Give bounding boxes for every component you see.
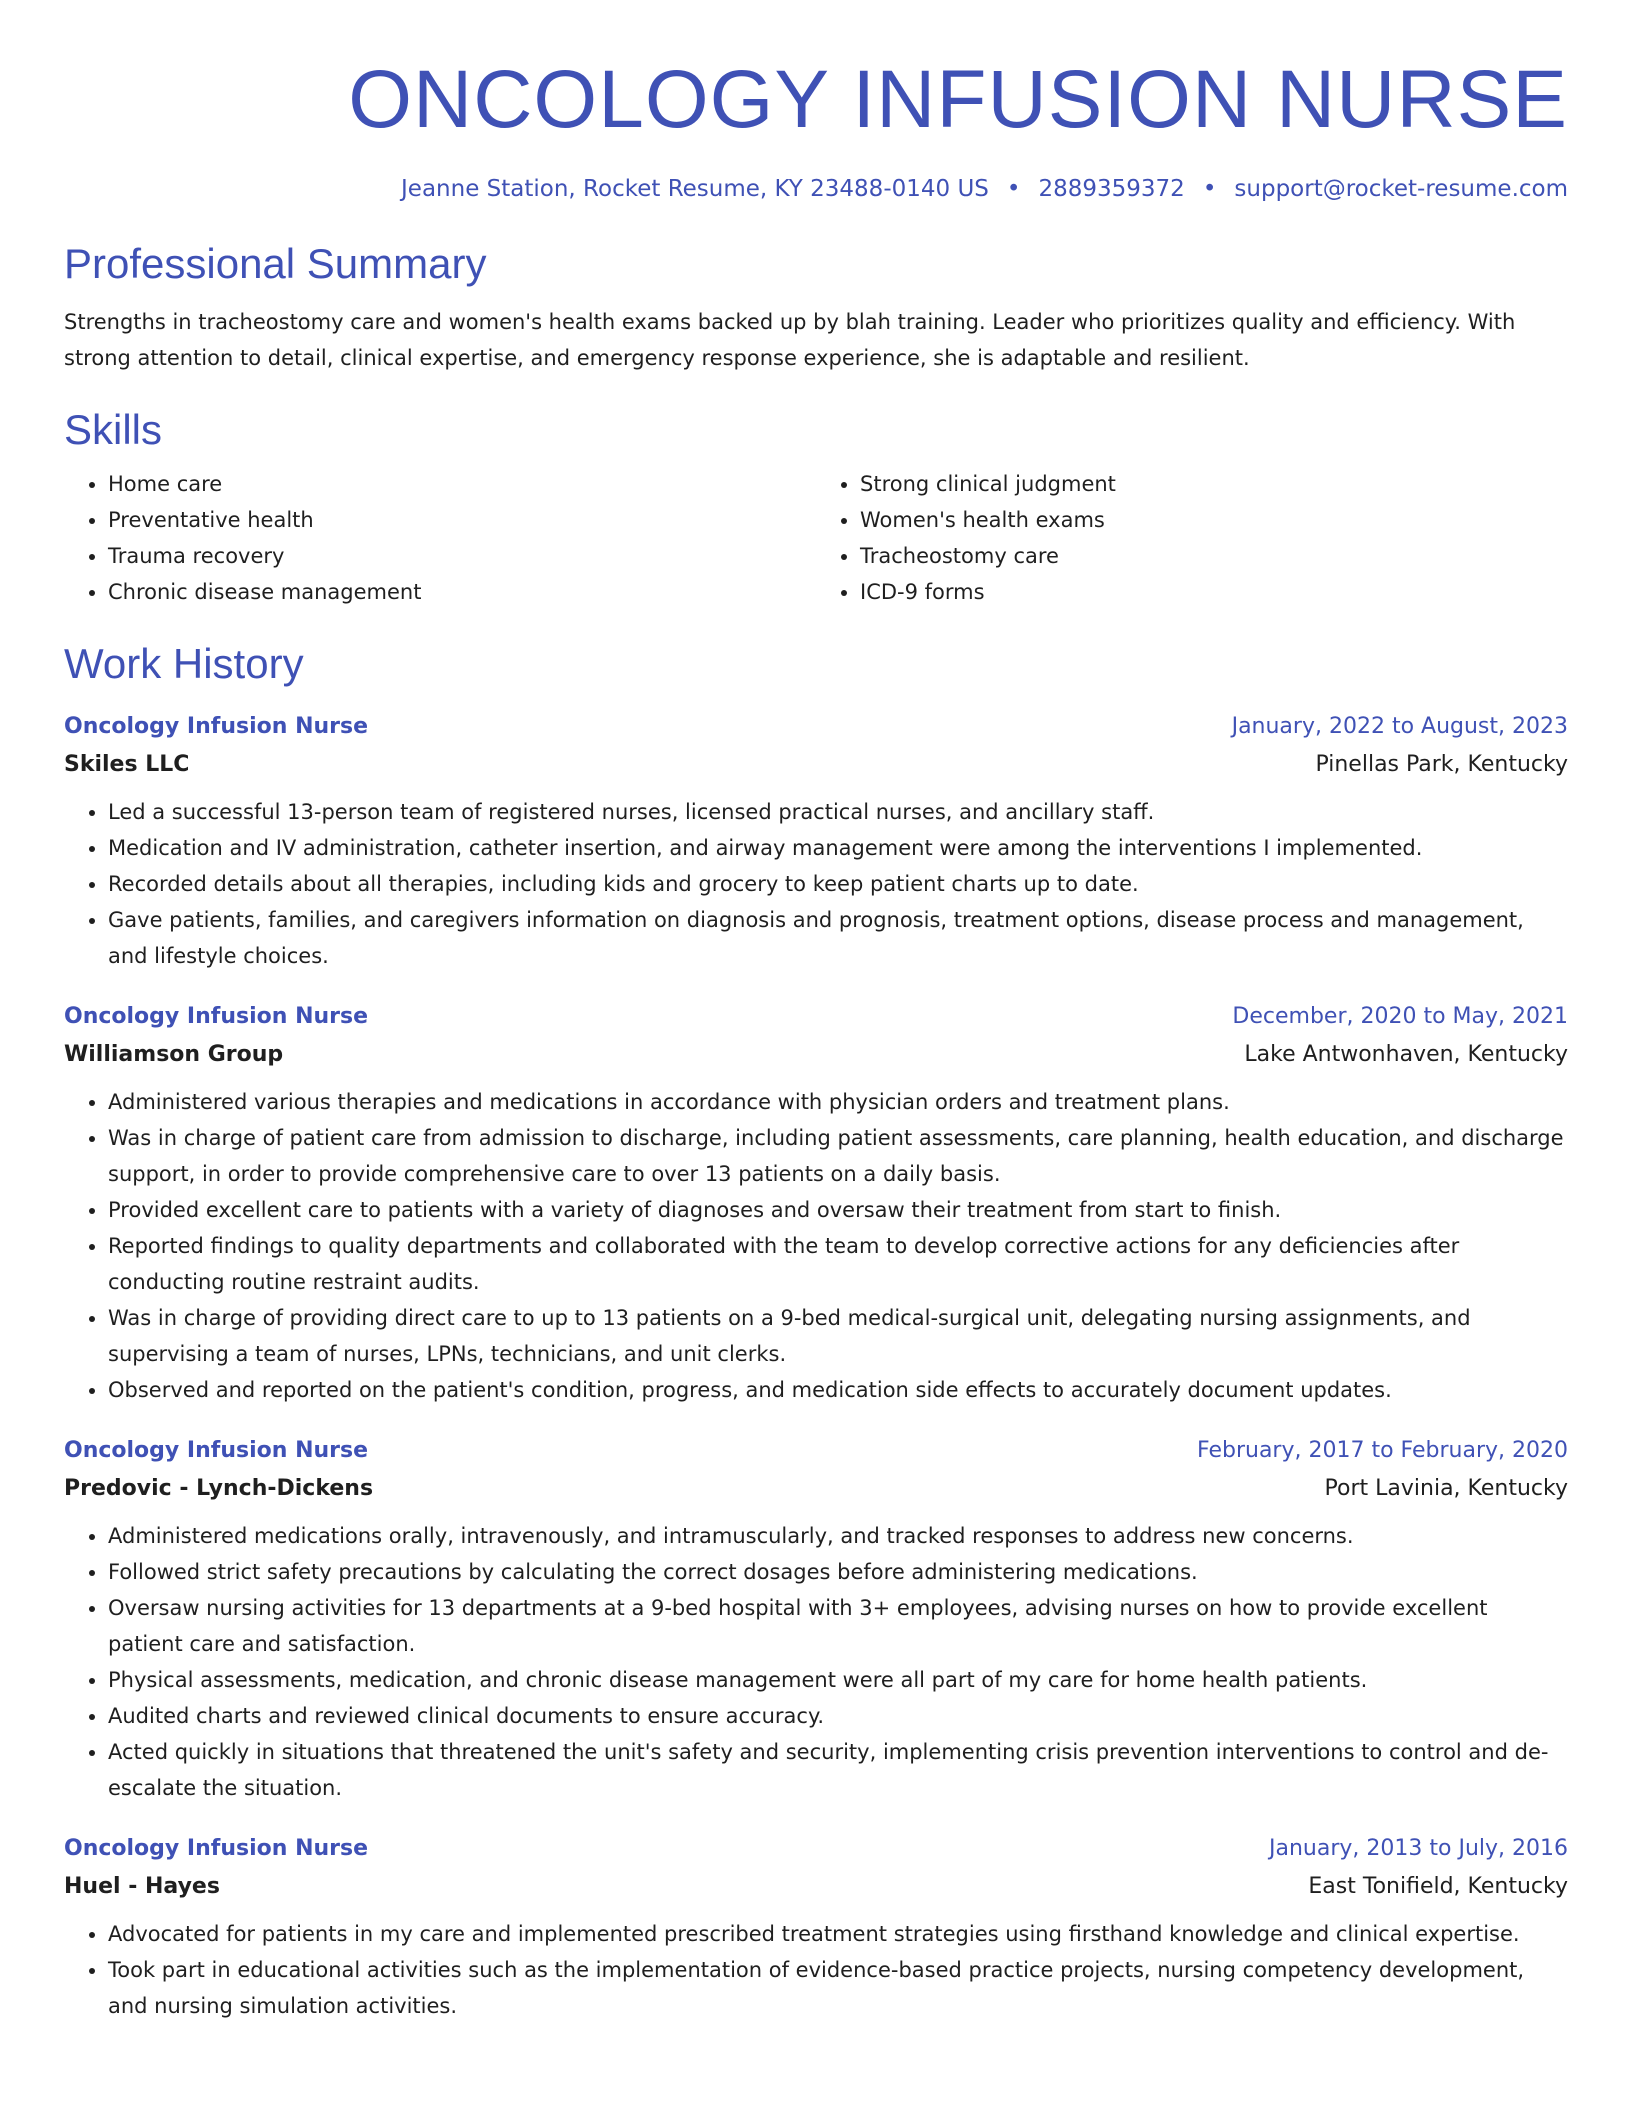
job-bullet: • Administered various therapies and medications in accordance with physician orders and treatment plans. bbox=[108, 1084, 1568, 1120]
resume-header bbox=[64, 50, 1568, 204]
job-bullet: • Led a successful 13-person team of registered nurses, licensed practical nurses, and ancillary staff. bbox=[108, 794, 1568, 830]
job-company: Skiles LLC bbox=[64, 752, 190, 777]
skills-list-right bbox=[816, 466, 1568, 610]
job-header-row bbox=[64, 1436, 1568, 1466]
job-header-row bbox=[64, 1834, 1568, 1864]
job-company: Williamson Group bbox=[64, 1042, 284, 1067]
job-bullet: • Audited charts and reviewed clinical documents to ensure accuracy. bbox=[108, 1698, 1568, 1734]
job-location: Pinellas Park, Kentucky bbox=[1315, 752, 1568, 777]
contact-separator: • bbox=[1006, 176, 1021, 202]
job-subheader-row bbox=[64, 742, 1568, 780]
job-bullet: • Provided excellent care to patients with a variety of diagnoses and oversaw their treatment from start to finish. bbox=[108, 1192, 1568, 1228]
summary-text: Strengths in tracheostomy care and women's health exams backed up by blah training. Leader who prioritizes quality and efficiency. With strong attention to detail, clinical expertise, and emergency response experience, she is adaptable and resilient. bbox=[64, 310, 1516, 370]
skill-item: • Preventative health bbox=[108, 502, 816, 538]
skill-item: • Home care bbox=[108, 466, 816, 502]
job-bullets bbox=[64, 1518, 1568, 1806]
job-title: Oncology Infusion Nurse bbox=[64, 1438, 369, 1463]
job-entry bbox=[64, 1436, 1568, 1806]
job-bullet: • Acted quickly in situations that threatened the unit's safety and security, implementing crisis prevention interventions to control and de-escalate the situation. bbox=[108, 1734, 1568, 1806]
page-title: ONCOLOGY INFUSION NURSE bbox=[348, 54, 1568, 145]
job-bullet: • Advocated for patients in my care and implemented prescribed treatment strategies using firsthand knowledge and clinical expertise. bbox=[108, 1916, 1568, 1952]
skills-grid bbox=[64, 466, 1568, 610]
skill-item: • Women's health exams bbox=[860, 502, 1568, 538]
job-title: Oncology Infusion Nurse bbox=[64, 1004, 369, 1029]
job-dates: February, 2017 to February, 2020 bbox=[1197, 1438, 1568, 1463]
skill-item: • Chronic disease management bbox=[108, 574, 816, 610]
job-entry bbox=[64, 1002, 1568, 1408]
contact-email[interactable]: support@rocket-resume.com bbox=[1234, 176, 1568, 202]
job-subheader-row bbox=[64, 1864, 1568, 1902]
job-bullet: • Gave patients, families, and caregivers information on diagnosis and prognosis, treatment options, disease process and management, and lifestyle choices. bbox=[108, 902, 1568, 974]
job-entry bbox=[64, 1834, 1568, 2024]
job-location: Lake Antwonhaven, Kentucky bbox=[1244, 1042, 1568, 1067]
job-bullet: • Was in charge of providing direct care to up to 13 patients on a 9-bed medical-surgical unit, delegating nursing assignments, and supervising a team of nurses, LPNs, technicians, and unit clerks. bbox=[108, 1300, 1568, 1372]
skill-item: • ICD-9 forms bbox=[860, 574, 1568, 610]
job-company: Predovic - Lynch-Dickens bbox=[64, 1476, 374, 1501]
skills-heading: Skills bbox=[64, 406, 163, 453]
job-bullet: • Administered medications orally, intravenously, and intramuscularly, and tracked responses to address new concerns. bbox=[108, 1518, 1568, 1554]
skill-item: • Strong clinical judgment bbox=[860, 466, 1568, 502]
job-bullets bbox=[64, 794, 1568, 974]
job-bullet: • Observed and reported on the patient's condition, progress, and medication side effects to accurately document updates. bbox=[108, 1372, 1568, 1408]
summary-heading: Professional Summary bbox=[64, 240, 487, 287]
job-header-row bbox=[64, 1002, 1568, 1032]
job-subheader-row bbox=[64, 1032, 1568, 1070]
job-bullet: • Was in charge of patient care from admission to discharge, including patient assessments, care planning, health education, and discharge support, in order to provide comprehensive care to over 13 patients on a daily basis. bbox=[108, 1120, 1568, 1192]
job-bullet: • Recorded details about all therapies, including kids and grocery to keep patient charts up to date. bbox=[108, 866, 1568, 902]
skill-item: • Tracheostomy care bbox=[860, 538, 1568, 574]
contact-separator: • bbox=[1202, 176, 1217, 202]
skills-list-left bbox=[64, 466, 816, 610]
job-title: Oncology Infusion Nurse bbox=[64, 714, 369, 739]
job-bullet: • Took part in educational activities such as the implementation of evidence-based practice projects, nursing competency development, and nursing simulation activities. bbox=[108, 1952, 1568, 2024]
job-dates: December, 2020 to May, 2021 bbox=[1232, 1004, 1568, 1029]
job-bullets bbox=[64, 1916, 1568, 2024]
job-title: Oncology Infusion Nurse bbox=[64, 1836, 369, 1861]
job-location: Port Lavinia, Kentucky bbox=[1324, 1476, 1568, 1501]
contact-address: Jeanne Station, Rocket Resume, KY 23488-0140 US bbox=[401, 176, 989, 202]
job-bullet: • Physical assessments, medication, and chronic disease management were all part of my care for home health patients. bbox=[108, 1662, 1568, 1698]
job-bullet: • Reported findings to quality departments and collaborated with the team to develop corrective actions for any deficiencies after conducting routine restraint audits. bbox=[108, 1228, 1568, 1300]
job-bullets bbox=[64, 1084, 1568, 1408]
contact-phone: 2889359372 bbox=[1038, 176, 1185, 202]
job-bullet: • Followed strict safety precautions by calculating the correct dosages before administering medications. bbox=[108, 1554, 1568, 1590]
work-history-heading: Work History bbox=[64, 640, 304, 687]
job-entry bbox=[64, 712, 1568, 974]
job-company: Huel - Hayes bbox=[64, 1874, 220, 1899]
job-subheader-row bbox=[64, 1466, 1568, 1504]
job-bullet: • Medication and IV administration, catheter insertion, and airway management were among the interventions I implemented. bbox=[108, 830, 1568, 866]
job-dates: January, 2022 to August, 2023 bbox=[1231, 714, 1568, 739]
skill-item: • Trauma recovery bbox=[108, 538, 816, 574]
job-dates: January, 2013 to July, 2016 bbox=[1269, 1836, 1568, 1861]
job-header-row bbox=[64, 712, 1568, 742]
job-location: East Tonifield, Kentucky bbox=[1308, 1874, 1568, 1899]
job-bullet: • Oversaw nursing activities for 13 departments at a 9-bed hospital with 3+ employees, advising nurses on how to provide excellent patient care and satisfaction. bbox=[108, 1590, 1568, 1662]
contact-line bbox=[64, 174, 1568, 204]
